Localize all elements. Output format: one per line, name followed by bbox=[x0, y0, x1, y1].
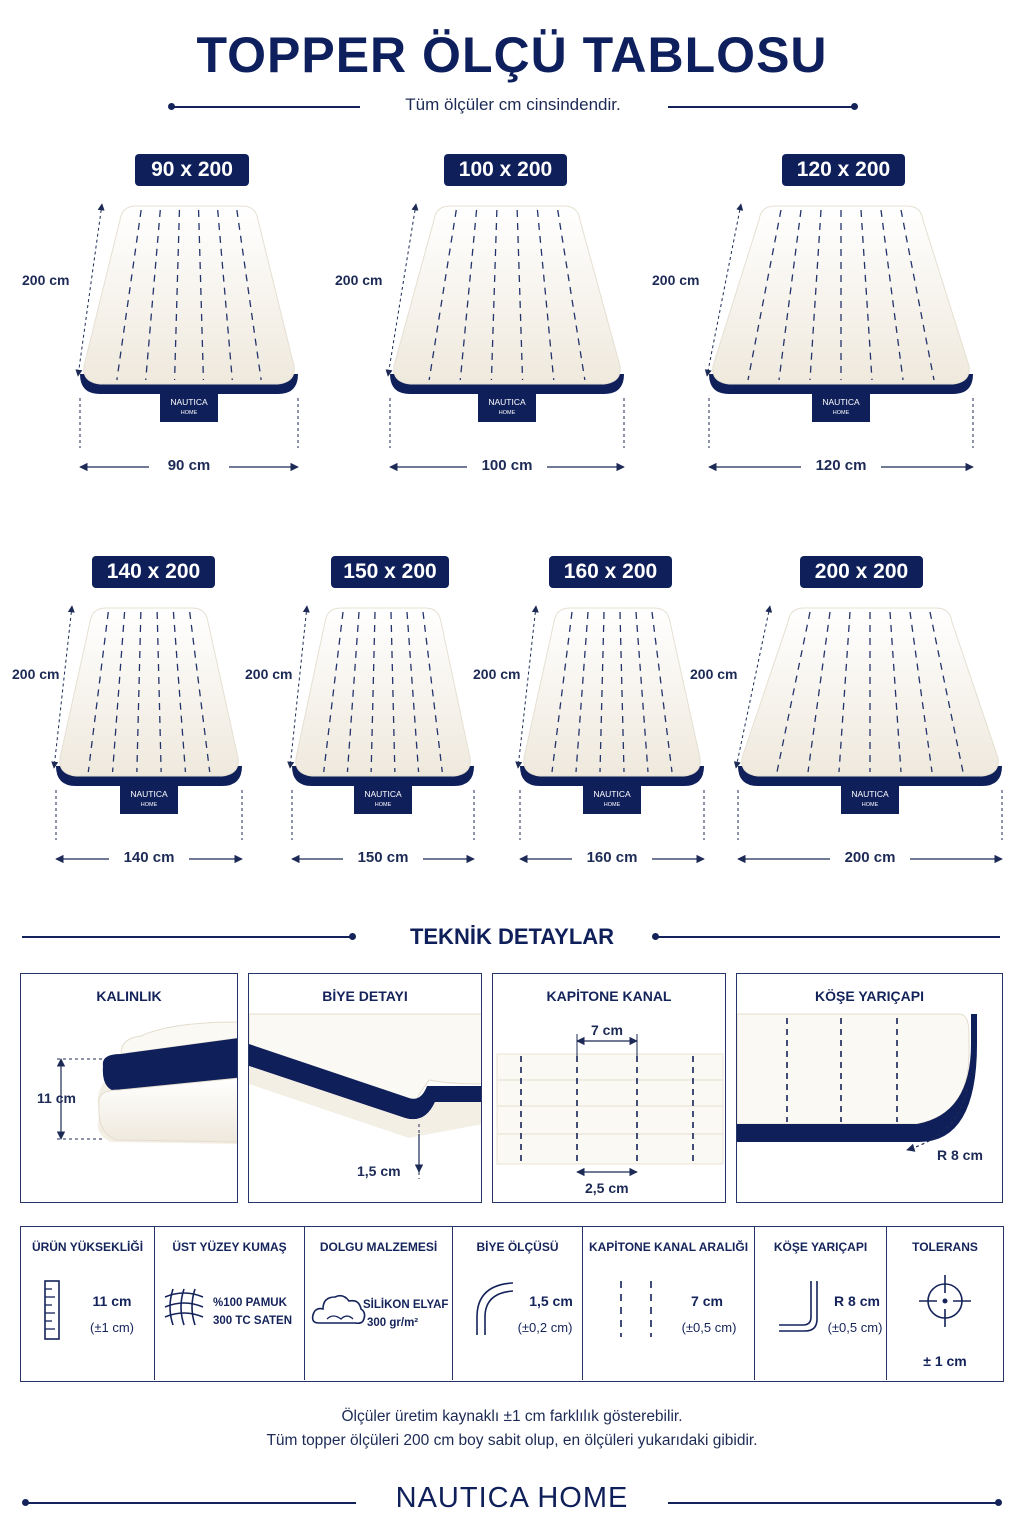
channel-gap-value: 2,5 cm bbox=[585, 1180, 629, 1196]
spec-sub: (±0,5 cm) bbox=[827, 1320, 883, 1335]
brand-tag-label: NAUTICA bbox=[851, 789, 889, 799]
spec-cell bbox=[155, 1227, 305, 1380]
size-badge: 120 x 200 bbox=[782, 154, 905, 186]
note-tolerance: Ölçüler üretim kaynaklı ±1 cm farklılık gösterebilir. bbox=[341, 1408, 683, 1425]
width-label: 90 cm bbox=[149, 457, 229, 474]
size-badge: 100 x 200 bbox=[444, 154, 567, 186]
spec-value: SİLİKON ELYAF bbox=[363, 1299, 449, 1311]
fabric-weave-icon bbox=[161, 1285, 207, 1334]
topper-illustration bbox=[726, 596, 1014, 866]
spec-cell bbox=[887, 1227, 1003, 1380]
brand-tag-sub: HOME bbox=[498, 410, 516, 416]
rule-dot bbox=[995, 1499, 1002, 1506]
spec-cell bbox=[305, 1227, 453, 1380]
brand-tag bbox=[583, 784, 641, 814]
subtitle-row bbox=[168, 95, 858, 119]
brand-tag-sub: HOME bbox=[140, 802, 158, 808]
spec-title: TOLERANS bbox=[912, 1240, 978, 1254]
panel-title: KAPİTONE KANAL bbox=[546, 988, 672, 1004]
ruler-icon bbox=[43, 1279, 63, 1346]
brand-tag bbox=[160, 392, 218, 422]
channel-width-value: 7 cm bbox=[591, 1022, 623, 1038]
spec-title: KÖŞE YARIÇAPI bbox=[773, 1240, 868, 1254]
spec-sub: (±0,2 cm) bbox=[517, 1320, 573, 1335]
page-title: TOPPER ÖLÇÜ TABLOSU bbox=[196, 27, 828, 83]
spec-cell bbox=[453, 1227, 583, 1380]
width-label: 100 cm bbox=[467, 457, 547, 474]
piping-value: 1,5 cm bbox=[357, 1163, 401, 1179]
brand-tag bbox=[478, 392, 536, 422]
spec-cell bbox=[583, 1227, 755, 1380]
brand-tag bbox=[120, 784, 178, 814]
spec-sub: 300 TC SATEN bbox=[213, 1315, 293, 1327]
width-label: 150 cm bbox=[343, 849, 423, 866]
rule-dot bbox=[851, 103, 858, 110]
corner-value: R 8 cm bbox=[937, 1147, 983, 1163]
size-badge: 200 x 200 bbox=[800, 556, 923, 588]
brand-tag-sub: HOME bbox=[832, 410, 850, 416]
spec-title: ÜRÜN YÜKSEKLİĞİ bbox=[31, 1240, 144, 1254]
length-label: 200 cm bbox=[12, 666, 60, 682]
length-label: 200 cm bbox=[652, 272, 700, 288]
spec-sub: (±1 cm) bbox=[90, 1320, 134, 1335]
width-label: 200 cm bbox=[830, 849, 910, 866]
corner-radius-panel bbox=[736, 973, 1003, 1203]
thickness-panel bbox=[20, 973, 238, 1203]
crosshair-icon bbox=[915, 1271, 975, 1336]
spec-value: 7 cm bbox=[691, 1293, 723, 1309]
size-badge: 140 x 200 bbox=[92, 556, 215, 588]
spec-title: BİYE ÖLÇÜSÜ bbox=[476, 1240, 559, 1254]
spec-sub: ± 1 cm bbox=[923, 1353, 967, 1369]
spec-sub: 300 gr/m² bbox=[367, 1317, 419, 1329]
divider bbox=[668, 106, 854, 108]
length-label: 200 cm bbox=[690, 666, 738, 682]
divider bbox=[656, 936, 1000, 938]
section-title: TEKNİK DETAYLAR bbox=[409, 924, 615, 949]
panel-title: KALINLIK bbox=[96, 988, 162, 1004]
brand-tag-sub: HOME bbox=[180, 410, 198, 416]
topper-illustration bbox=[508, 596, 716, 866]
width-label: 140 cm bbox=[109, 849, 189, 866]
corner-radius-icon bbox=[777, 1279, 823, 1344]
dashed-lines-icon bbox=[617, 1279, 657, 1344]
topper-illustration bbox=[280, 596, 486, 866]
spec-sub: (±0,5 cm) bbox=[681, 1320, 737, 1335]
topper-illustration bbox=[68, 194, 310, 474]
panel-title: BİYE DETAYI bbox=[322, 988, 408, 1004]
corner-illustration bbox=[737, 974, 1003, 1203]
spec-table bbox=[20, 1226, 1004, 1382]
brand-tag-label: NAUTICA bbox=[170, 397, 208, 407]
brand-footer: NAUTICA HOME bbox=[395, 1482, 629, 1514]
spec-title: ÜST YÜZEY KUMAŞ bbox=[172, 1240, 287, 1254]
brand-tag bbox=[354, 784, 412, 814]
length-label: 200 cm bbox=[335, 272, 383, 288]
piping-panel bbox=[248, 973, 482, 1203]
spec-value: R 8 cm bbox=[834, 1293, 880, 1309]
brand-tag-label: NAUTICA bbox=[822, 397, 860, 407]
note-sizes: Tüm topper ölçüleri 200 cm boy sabit olup, en ölçüleri yukarıdaki gibidir. bbox=[266, 1432, 758, 1449]
length-label: 200 cm bbox=[22, 272, 70, 288]
width-label: 160 cm bbox=[572, 849, 652, 866]
channel-panel bbox=[492, 973, 726, 1203]
spec-title: KAPİTONE KANAL ARALIĞI bbox=[588, 1240, 749, 1254]
width-label: 120 cm bbox=[801, 457, 881, 474]
brand-tag-label: NAUTICA bbox=[130, 789, 168, 799]
thickness-illustration bbox=[21, 974, 238, 1203]
topper-illustration bbox=[697, 194, 985, 474]
spec-cell bbox=[21, 1227, 155, 1380]
channel-illustration bbox=[493, 974, 726, 1203]
brand-tag-label: NAUTICA bbox=[593, 789, 631, 799]
brand-tag-label: NAUTICA bbox=[488, 397, 526, 407]
spec-title: DOLGU MALZEMESİ bbox=[319, 1240, 438, 1254]
topper-illustration bbox=[378, 194, 636, 474]
brand-tag-sub: HOME bbox=[603, 802, 621, 808]
piping-curve-icon bbox=[473, 1279, 519, 1344]
page-subtitle: Tüm ölçüler cm cinsindendir. bbox=[405, 95, 621, 114]
brand-tag-label: NAUTICA bbox=[364, 789, 402, 799]
size-badge: 150 x 200 bbox=[331, 556, 449, 588]
spec-value: %100 PAMUK bbox=[213, 1297, 287, 1309]
brand-tag bbox=[841, 784, 899, 814]
panel-title: KÖŞE YARIÇAPI bbox=[815, 988, 924, 1004]
divider bbox=[668, 1502, 998, 1504]
spec-cell bbox=[755, 1227, 887, 1380]
spec-value: 11 cm bbox=[92, 1293, 132, 1309]
spec-value: 1,5 cm bbox=[529, 1293, 573, 1309]
length-label: 200 cm bbox=[473, 666, 521, 682]
brand-tag bbox=[812, 392, 870, 422]
size-badge: 160 x 200 bbox=[549, 556, 672, 588]
topper-illustration bbox=[44, 596, 254, 866]
cloud-icon bbox=[311, 1289, 367, 1334]
brand-tag-sub: HOME bbox=[374, 802, 392, 808]
length-label: 200 cm bbox=[245, 666, 293, 682]
thickness-value: 11 cm bbox=[37, 1090, 76, 1106]
brand-tag-sub: HOME bbox=[861, 802, 879, 808]
size-badge: 90 x 200 bbox=[135, 154, 249, 186]
